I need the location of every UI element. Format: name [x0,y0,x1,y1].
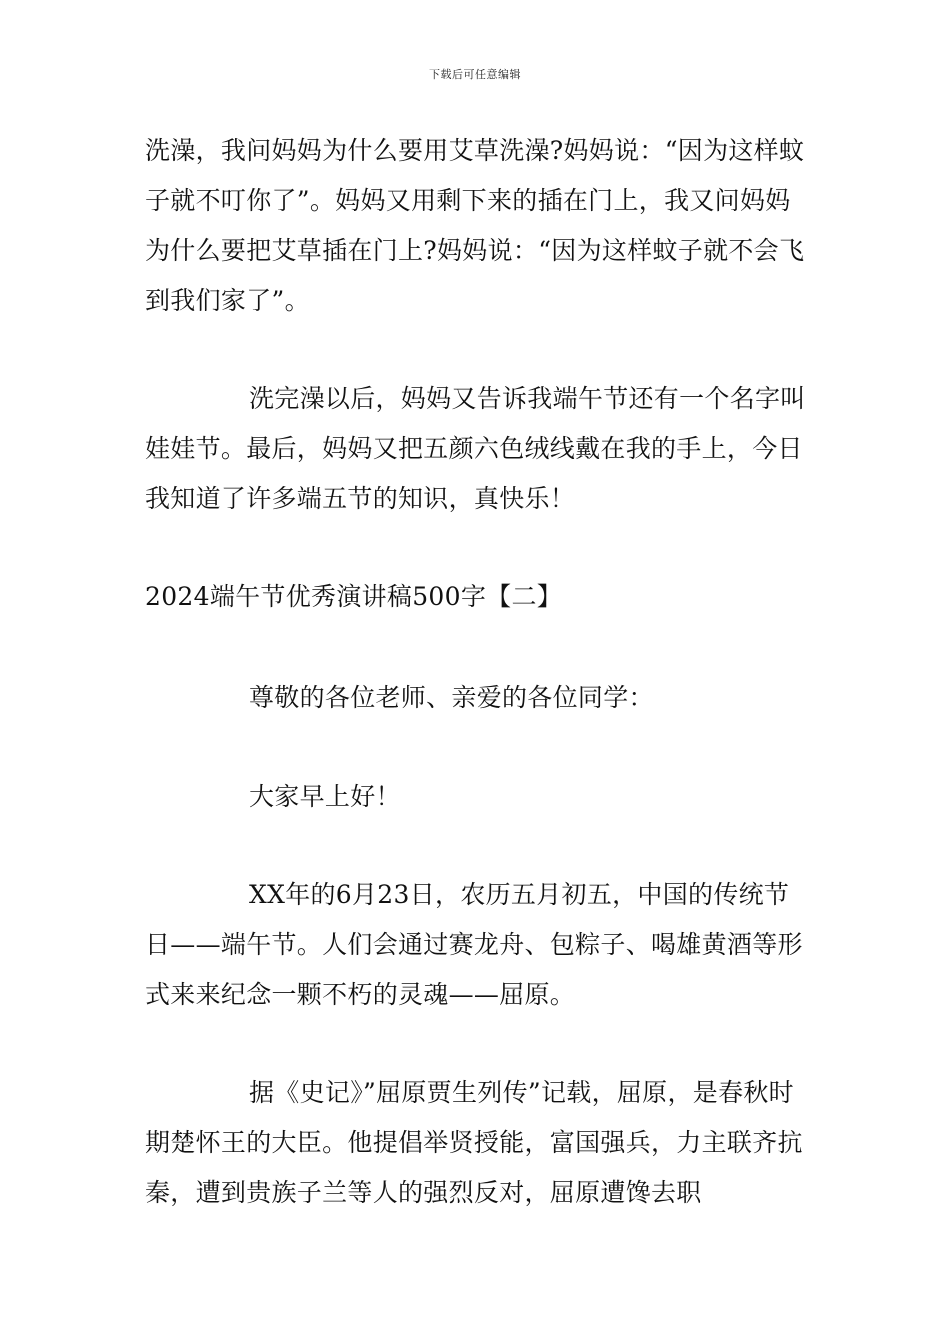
paragraph-qu-yuan: 据《史记》”屈原贾生列传”记载，屈原，是春秋时期楚怀王的大臣。他提倡举贤授能，富国强兵，力主联齐抗秦，遭到贵族子兰等人的强烈反对，屈原遭馋去职 [145,1078,803,1207]
greeting: 大家早上好！ [249,782,401,811]
page-header: 下载后可任意编辑 [429,68,521,81]
paragraph-festival-date: XX年的6月23日，农历五月初五，中国的传统节日——端午节。人们会通过赛龙舟、包粽子、喝雄黄酒等形式来来纪念一颗不朽的灵魂——屈原。 [145,880,803,1009]
salutation: 尊敬的各位老师、亲爱的各位同学： [249,683,654,712]
paragraph-bathing: 洗澡，我问妈妈为什么要用艾草洗澡?妈妈说：“因为这样蚊子就不叮你了”。妈妈又用剩下来的插在门上，我又问妈妈为什么要把艾草插在门上?妈妈说：“因为这样蚊子就不会飞到我们家了”。 [145,136,805,315]
paragraph-after-bath: 洗完澡以后，妈妈又告诉我端午节还有一个名字叫娃娃节。最后，妈妈又把五颜六色绒线戴在我的手上，今日我知道了许多端五节的知识，真快乐！ [145,384,806,513]
section-heading: 2024端午节优秀演讲稿500字【二】 [145,582,563,611]
